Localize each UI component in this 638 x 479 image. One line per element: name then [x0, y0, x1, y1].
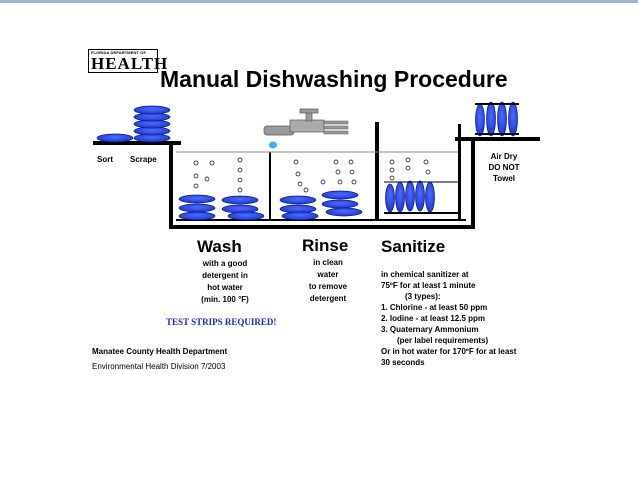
water-drop-icon	[269, 142, 277, 149]
sanitize-description	[381, 269, 516, 368]
air-dry-plates	[475, 102, 519, 136]
wash-desc-line: (min. 100 °F)	[201, 295, 249, 304]
page-title: Manual Dishwashing Procedure	[160, 66, 508, 92]
air-dry-line: DO NOT	[488, 163, 520, 172]
scrape-plate-stack	[134, 106, 170, 142]
sink-outline	[169, 122, 475, 229]
sanitize-desc-line: Or in hot water for 170ºF for at least	[381, 347, 517, 356]
sanitize-desc-line: (3 types):	[405, 292, 441, 301]
label-scrape: Scrape	[130, 155, 157, 164]
rinse-plates	[280, 191, 362, 220]
footer-division: Environmental Health Division 7/2003	[92, 362, 226, 371]
sort-plates	[97, 134, 133, 142]
test-strips-notice: TEST STRIPS REQUIRED!	[166, 317, 277, 327]
wash-bubbles	[194, 158, 242, 192]
stage-rinse-title: Rinse	[302, 236, 349, 255]
rinse-desc-line: detergent	[309, 294, 347, 303]
air-dry-line: Air Dry	[490, 152, 518, 161]
wash-description	[180, 258, 270, 306]
wash-plates	[179, 195, 264, 220]
wash-desc-line: detergent in	[202, 271, 248, 280]
sanitize-plates	[384, 181, 458, 212]
label-sort: Sort	[97, 155, 113, 164]
sanitize-desc-line: in chemical sanitizer at	[381, 270, 469, 279]
wash-desc-line: with a good	[202, 259, 248, 268]
sanitize-desc-line: 3. Quaternary Ammonium	[381, 325, 479, 334]
label-air-dry	[486, 151, 522, 184]
sanitize-desc-line: 75ºF for at least 1 minute	[381, 281, 476, 290]
sanitize-desc-line: 1. Chlorine - at least 50 ppm	[381, 303, 488, 312]
rinse-description	[288, 257, 368, 305]
logo-health-text: HEALTH	[91, 54, 169, 73]
sanitize-desc-line: 30 seconds	[381, 358, 425, 367]
sanitize-desc-line: 2. Iodine - at least 12.5 ppm	[381, 314, 486, 323]
footer-department: Manatee County Health Department	[92, 347, 228, 356]
rinse-bubbles	[294, 160, 356, 192]
air-dry-line: Towel	[492, 174, 516, 183]
logo-small-text: FLORIDA DEPARTMENT OF	[91, 50, 146, 55]
rinse-desc-line: in clean	[313, 258, 343, 267]
rinse-desc-line: to remove	[308, 282, 348, 291]
rinse-desc-line: water	[317, 270, 339, 279]
faucet-icon	[264, 109, 348, 149]
stage-sanitize-title: Sanitize	[381, 237, 446, 256]
wash-desc-line: hot water	[207, 283, 243, 292]
sanitize-desc-line: (per label requirements)	[397, 336, 489, 345]
stage-wash-title: Wash	[197, 237, 242, 256]
sanitize-bubbles	[390, 158, 430, 180]
